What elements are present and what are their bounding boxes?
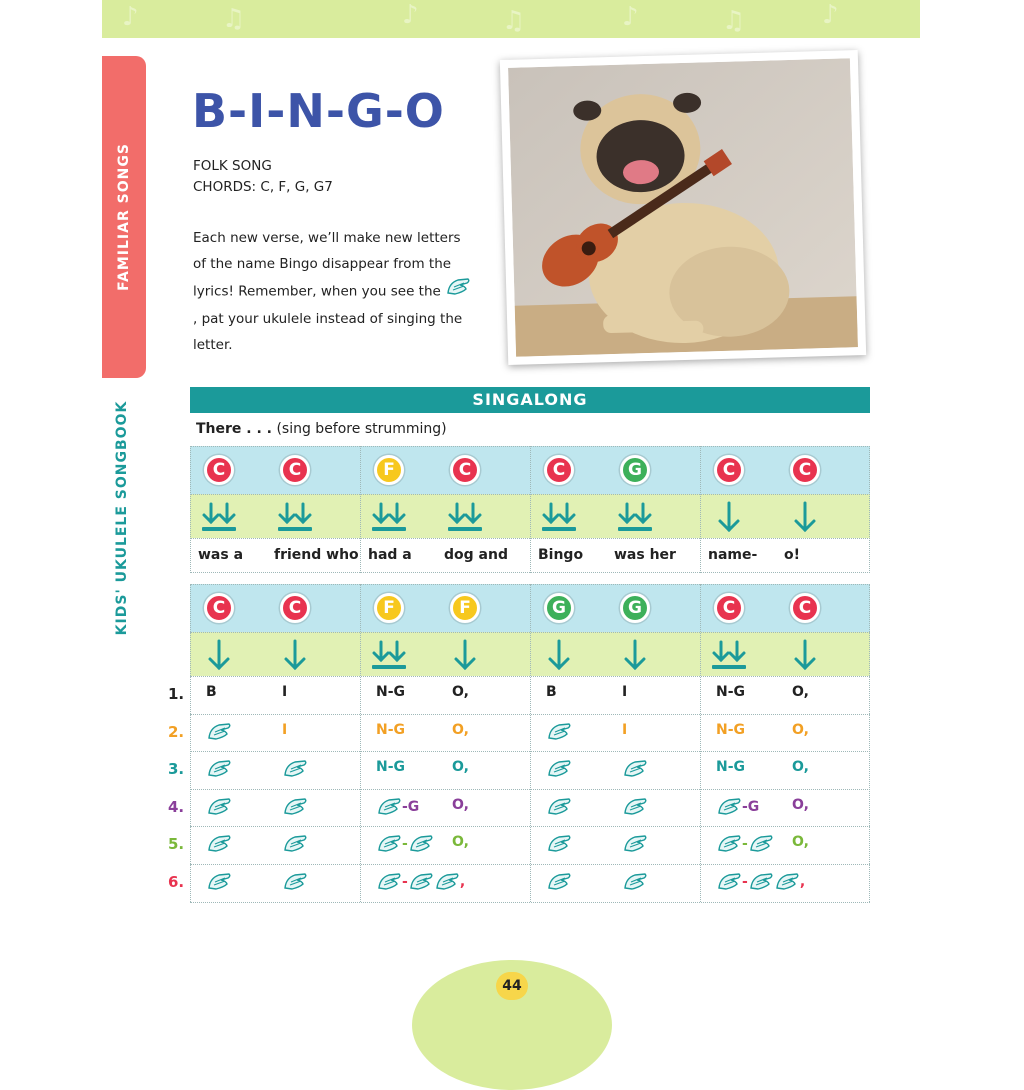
double-down-arrow-icon	[200, 500, 238, 539]
verse-cell	[546, 797, 572, 817]
verse-letters: N-G	[376, 684, 406, 700]
verse-cell	[622, 834, 648, 854]
verse-cell	[206, 722, 232, 742]
verse-letters: O,	[452, 721, 469, 738]
verse-cell	[206, 834, 232, 854]
verse-letters: -	[402, 874, 408, 890]
line2-chord-g: G	[620, 593, 650, 623]
verse-cell	[206, 684, 217, 700]
verse-cell	[792, 834, 809, 850]
hand-pat-icon	[282, 797, 308, 817]
verse-letters: N-G	[376, 721, 406, 738]
music-note-icon: ♫	[222, 4, 246, 34]
down-arrow-icon	[283, 638, 307, 677]
page-number: 44	[496, 972, 528, 1000]
lead-in	[196, 421, 447, 437]
verse-letters: I	[622, 721, 628, 738]
song-meta	[193, 156, 333, 198]
verse-letters: ,	[459, 874, 466, 890]
hand-pat-icon	[445, 277, 471, 306]
hand-pat-icon	[434, 872, 460, 892]
block-left-border	[190, 446, 191, 573]
block-right-border	[869, 584, 870, 902]
double-down-arrow-icon	[710, 638, 748, 677]
hand-pat-icon	[546, 872, 572, 892]
verse-letters: N-G	[716, 721, 746, 738]
verse-letters: I	[282, 684, 288, 700]
verse-cell	[206, 872, 232, 892]
hand-pat-icon	[206, 722, 232, 742]
hand-pat-icon	[716, 797, 742, 817]
hand-pat-icon	[282, 759, 308, 779]
hand-pat-icon	[774, 872, 800, 892]
line1-chord-f: F	[374, 455, 404, 485]
hand-pat-icon	[376, 834, 402, 854]
music-note-icon: ♪	[622, 2, 639, 32]
verse-cell	[716, 872, 805, 892]
verse-letters: I	[282, 721, 288, 738]
lyric-word: had a	[368, 547, 412, 563]
measure-divider	[700, 584, 701, 902]
lead-in-word: There . . .	[196, 421, 272, 437]
hand-pat-icon	[206, 759, 232, 779]
hand-pat-icon	[748, 872, 774, 892]
verse-cell	[376, 872, 465, 892]
line2-chord-c: C	[790, 593, 820, 623]
verse-letters: -G	[402, 798, 420, 815]
verse-cell	[622, 684, 627, 700]
line1-chord-g: G	[620, 455, 650, 485]
down-arrow-icon	[793, 638, 817, 677]
hand-pat-icon	[282, 834, 308, 854]
verse-number: 1.	[168, 685, 185, 703]
line1-chord-c: C	[790, 455, 820, 485]
verse-cell	[282, 684, 287, 700]
music-note-icon: ♫	[502, 6, 526, 36]
hand-pat-icon	[206, 797, 232, 817]
lyric-word: Bingo	[538, 547, 584, 563]
measure-divider	[530, 584, 531, 902]
verse-cell	[206, 797, 232, 817]
hand-pat-icon	[376, 797, 402, 817]
measure-divider	[360, 584, 361, 902]
hand-pat-icon	[546, 722, 572, 742]
double-down-arrow-icon	[276, 500, 314, 539]
hand-pat-icon	[376, 872, 402, 892]
down-arrow-icon	[793, 500, 817, 539]
line2-chord-c: C	[714, 593, 744, 623]
verse-letters: O,	[792, 834, 809, 851]
double-down-arrow-icon	[616, 500, 654, 539]
verse-cell	[546, 872, 572, 892]
verse-cell	[716, 797, 759, 817]
verse-letters: -	[742, 874, 748, 890]
hand-pat-icon	[622, 759, 648, 779]
verse-cell	[452, 722, 469, 738]
lyric-word: friend who	[274, 547, 359, 563]
verse-letters: O,	[452, 796, 469, 813]
intro-text-1: Each new verse, we’ll make new letters of the name Bingo disappear from the lyrics! Remember, when you see the	[193, 230, 461, 300]
line1-chord-c: C	[280, 455, 310, 485]
line2-chord-c: C	[280, 593, 310, 623]
double-down-arrow-icon	[540, 500, 578, 539]
book-title-vertical: KIDS' UKULELE SONGBOOK	[114, 400, 130, 636]
down-arrow-icon	[207, 638, 231, 677]
line2-chord-f: F	[374, 593, 404, 623]
verse-letters: N-G	[716, 759, 746, 776]
verse-cell	[622, 797, 648, 817]
song-intro	[193, 225, 473, 358]
verse-letters: B	[206, 684, 217, 700]
verse-cell	[546, 759, 572, 779]
double-down-arrow-icon	[370, 638, 408, 677]
verse-letters: -G	[742, 798, 760, 815]
down-arrow-icon	[547, 638, 571, 677]
verse-number: 3.	[168, 760, 185, 779]
pug-with-ukulele-photo	[500, 50, 866, 365]
verse-cell	[376, 759, 405, 775]
measure-divider	[360, 446, 361, 573]
double-down-arrow-icon	[370, 500, 408, 539]
verse-number: 6.	[168, 873, 185, 891]
hand-pat-icon	[206, 834, 232, 854]
verse-cell	[282, 797, 308, 817]
section-tab-label: FAMILIAR SONGS	[116, 143, 132, 291]
music-note-icon: ♫	[722, 6, 746, 36]
verse-cell	[622, 722, 627, 738]
line1-block	[190, 446, 870, 573]
verse-cell	[282, 759, 308, 779]
verse-cell	[716, 684, 745, 700]
verse-letters: N-G	[716, 684, 746, 700]
hand-pat-icon	[622, 797, 648, 817]
verse-letters: N-G	[376, 759, 406, 776]
verse-cell	[622, 872, 648, 892]
verse-cell	[792, 797, 809, 813]
down-arrow-icon	[623, 638, 647, 677]
double-down-arrow-icon	[446, 500, 484, 539]
verse-number: 4.	[168, 797, 185, 816]
verse-cell	[452, 684, 469, 700]
verse-cell	[546, 722, 572, 742]
measure-divider	[700, 446, 701, 573]
hand-pat-icon	[408, 834, 434, 854]
verse-letters: O,	[792, 721, 809, 738]
down-arrow-icon	[453, 638, 477, 677]
verse-letters: ,	[799, 874, 806, 890]
verse-cell	[546, 834, 572, 854]
verse-cell	[376, 797, 419, 817]
lyric-word: was her	[614, 547, 676, 563]
verse-cell	[792, 722, 809, 738]
verse-cell	[716, 759, 745, 775]
block-left-border	[190, 584, 191, 902]
line2-block	[190, 584, 870, 902]
lyric-word: o!	[784, 547, 801, 563]
verse-cell	[376, 834, 434, 854]
music-note-icon: ♪	[402, 0, 419, 30]
lyric-word: dog and	[444, 547, 508, 563]
line1-chord-c: C	[714, 455, 744, 485]
verse-cell	[282, 872, 308, 892]
music-note-icon: ♪	[822, 0, 839, 30]
line2-chord-g: G	[544, 593, 574, 623]
song-title: B-I-N-G-O	[192, 84, 445, 138]
verse-letters: O,	[452, 834, 469, 851]
verse-cell	[716, 834, 774, 854]
verse-cell	[622, 759, 648, 779]
verse-number: 2.	[168, 722, 185, 741]
verse-letters: B	[546, 684, 557, 700]
top-decorative-band	[102, 0, 920, 38]
verse-cell	[282, 722, 287, 738]
hand-pat-icon	[546, 797, 572, 817]
line1-chord-c: C	[544, 455, 574, 485]
lyric-word: was a	[198, 547, 244, 563]
hand-pat-icon	[408, 872, 434, 892]
verse-letters: O,	[452, 759, 469, 776]
hand-pat-icon	[716, 872, 742, 892]
verse-cell	[716, 722, 745, 738]
down-arrow-icon	[717, 500, 741, 539]
verse-cell	[376, 684, 405, 700]
verse-cell	[546, 684, 557, 700]
song-chords: CHORDS: C, F, G, G7	[193, 179, 333, 195]
intro-text-2: , pat your ukulele instead of singing the letter.	[193, 311, 463, 353]
verse-cell	[282, 834, 308, 854]
hand-pat-icon	[716, 834, 742, 854]
verse-cell	[452, 797, 469, 813]
verse-letters: -	[742, 836, 748, 853]
lyric-word: name-	[708, 547, 758, 563]
song-genre: FOLK SONG	[193, 158, 272, 174]
hand-pat-icon	[546, 834, 572, 854]
music-note-icon: ♪	[122, 2, 139, 32]
verse-cell	[792, 759, 809, 775]
lead-in-note: (sing before strumming)	[276, 421, 447, 437]
verse-cell	[376, 722, 405, 738]
hand-pat-icon	[282, 872, 308, 892]
verse-letters: O,	[792, 684, 809, 700]
verse-letters: -	[402, 836, 408, 853]
verse-letters: O,	[792, 759, 809, 776]
hand-pat-icon	[748, 834, 774, 854]
verse-letters: I	[622, 684, 628, 700]
verse-letters: O,	[452, 684, 469, 700]
hand-pat-icon	[206, 872, 232, 892]
line1-chord-c: C	[204, 455, 234, 485]
verse-cell	[452, 834, 469, 850]
verse-cell	[452, 759, 469, 775]
verse-cell	[206, 759, 232, 779]
measure-divider	[530, 446, 531, 573]
verse-number: 5.	[168, 835, 185, 854]
line2-chord-c: C	[204, 593, 234, 623]
verse-letters: O,	[792, 796, 809, 813]
hand-pat-icon	[622, 834, 648, 854]
line2-chord-f: F	[450, 593, 480, 623]
block-right-border	[869, 446, 870, 573]
singalong-header: SINGALONG	[190, 387, 870, 413]
hand-pat-icon	[546, 759, 572, 779]
verse-cell	[792, 684, 809, 700]
hand-pat-icon	[622, 872, 648, 892]
line1-chord-c: C	[450, 455, 480, 485]
